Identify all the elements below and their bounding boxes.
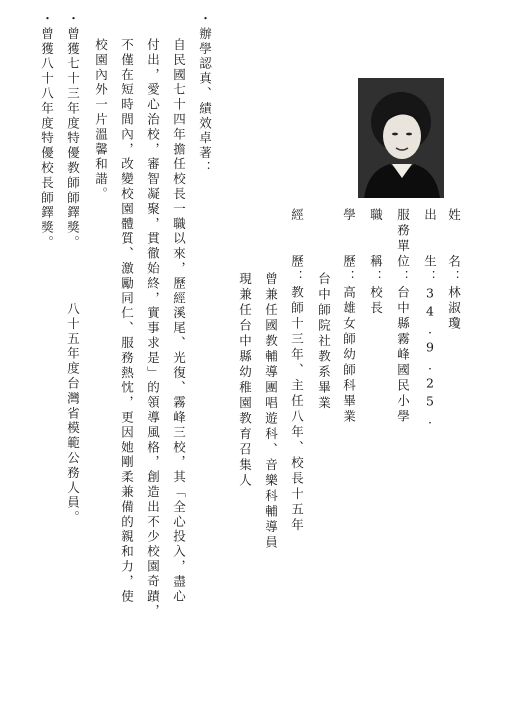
achievement-paragraph-line-1: 自民國七十四年擔任校長一職以來，歷經溪尾、光復、霧峰三校，其「全心投入，盡心	[171, 38, 187, 605]
title-field	[369, 208, 382, 317]
portrait-photo	[358, 78, 444, 198]
education-line-2: 台中師院社教系畢業	[316, 272, 332, 412]
experience-line-3: 現兼任台中縣幼稚園教育召集人	[237, 272, 253, 489]
education-field	[342, 208, 355, 425]
education-label: 學 歷：	[341, 208, 357, 286]
award-1-extra: 八十五年度台灣省模範公務人員。	[65, 302, 81, 526]
name-label: 姓 名：	[446, 208, 462, 286]
title-value: 校長	[368, 285, 384, 317]
birth-field	[423, 208, 436, 430]
award-2: ・曾獲八十八年度特優校長師鐸獎。	[39, 12, 55, 251]
experience-line-1: 教師十三年、主任八年、校長十五年	[289, 285, 305, 534]
unit-label: 服務單位：	[395, 208, 411, 286]
achievement-paragraph-line-4: 校園內外一片溫馨和諧。	[93, 38, 109, 202]
name-value: 林淑瓊	[446, 285, 462, 332]
award-1: ・曾獲七十三年度特優教師師鐸獎。	[65, 12, 81, 251]
unit-field	[396, 208, 409, 425]
birth-label: 出 生：	[422, 208, 438, 286]
experience-field	[290, 208, 303, 534]
achievement-paragraph-line-3: 不僅在短時間內，改變校園體質、激勵同仁、服務熱忱，更因她剛柔兼備的親和力，使	[119, 38, 135, 605]
education-line-1: 高雄女師幼師科畢業	[341, 285, 357, 425]
experience-line-2: 曾兼任國教輔導團唱遊科、音樂科輔導員	[263, 272, 279, 551]
achievement-heading: ・辦學認真、績效卓著：	[197, 12, 213, 176]
experience-label: 經 歷：	[289, 208, 305, 286]
unit-value: 台中縣霧峰國民小學	[395, 285, 411, 425]
achievement-paragraph-line-2: 付出，愛心治校，審智凝聚，貫徹始終，實事求是」的領導風格，創造出不少校園奇蹟，	[145, 38, 161, 620]
name-field	[447, 208, 460, 332]
birth-value: 34.9.25.	[422, 285, 438, 430]
portrait-photo-graphic	[358, 78, 444, 198]
title-label: 職 稱：	[368, 208, 384, 286]
